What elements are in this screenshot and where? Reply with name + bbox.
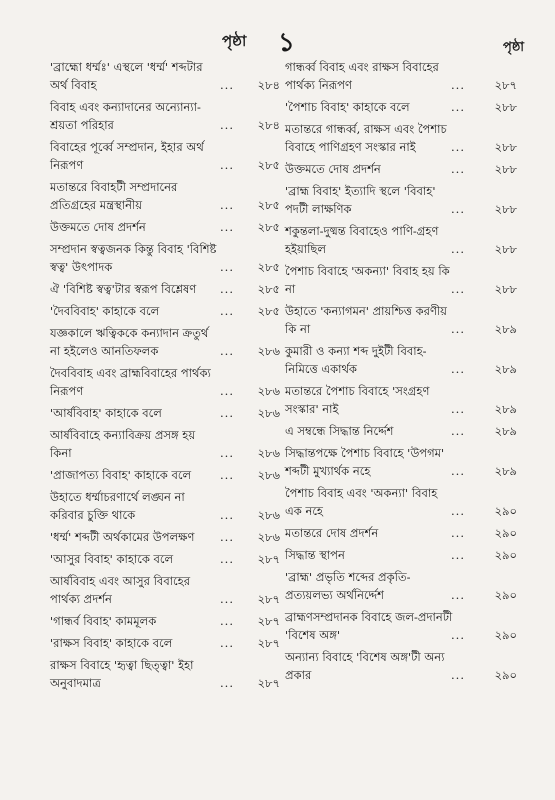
- toc-page-number: ২৮৬: [257, 468, 280, 482]
- toc-entry: [50, 634, 280, 656]
- toc-entry-title: আর্ষবিবাহ এবং আসুর বিবাহের পার্থক্য প্রদর্শন: [50, 574, 191, 606]
- toc-entry-title: উক্তমতে দোষ প্রদর্শন: [285, 162, 381, 176]
- toc-entry: [285, 262, 517, 302]
- toc-entry: [285, 444, 517, 484]
- toc-leader-dots: ...: [451, 322, 465, 336]
- toc-page-number: ২৮৪: [257, 118, 280, 132]
- toc-leader-dots: ...: [451, 668, 465, 682]
- toc-entry-title: কুমারী ও কন্যা শব্দ দুইটী বিবাহ-নিমিত্তে একার্থক: [285, 344, 427, 376]
- toc-page-number: ২৮৬: [257, 446, 280, 460]
- toc-page-number: ২৮৯: [494, 402, 517, 416]
- toc-entry-title: মতান্তরে বিবাহটী সম্প্রদানের প্রতিগ্রহের মন্ত্রস্থানীয়: [50, 180, 178, 212]
- toc-entry: [285, 608, 517, 648]
- toc-page-number: ২৯০: [494, 668, 517, 682]
- toc-page-number: ২৮৭: [257, 636, 280, 650]
- toc-entry-title: পৈশাচ বিবাহ এবং 'অকন্যা' বিবাহ এক নহে: [285, 486, 438, 518]
- toc-leader-dots: ...: [220, 260, 234, 274]
- toc-entry-title: যজ্ঞকালে ঋত্বিককে কন্যাদান ক্রতুর্থ না হইলেও আনতিফলক: [50, 326, 209, 358]
- toc-entry-title: উক্তমতে দোষ প্রদর্শন: [50, 220, 146, 234]
- toc-leader-dots: ...: [220, 304, 234, 318]
- toc-leader-dots: ...: [451, 100, 465, 114]
- toc-entry-title: মতান্তরে দোষ প্রদর্শন: [285, 526, 379, 540]
- toc-page-number: ২৮৪: [257, 78, 280, 92]
- toc-entry-title: এ সম্বন্ধে সিদ্ধান্ত নির্দ্দেশ: [285, 424, 394, 438]
- toc-page-number: ২৯০: [494, 628, 517, 642]
- toc-entry-title: পৈশাচ বিবাহে 'অকন্যা' বিবাহ হয় কি না: [285, 264, 450, 296]
- toc-entry: [50, 572, 280, 612]
- toc-leader-dots: ...: [220, 676, 234, 690]
- toc-entry-title: সিদ্ধান্তপক্ষে পৈশাচ বিবাহে 'উপগম' শব্দটী মুখ্যার্থক নহে: [285, 446, 445, 478]
- toc-entry: [285, 160, 517, 182]
- toc-page-number: ২৮৭: [257, 614, 280, 628]
- toc-entry-title: উহাতে ধর্ম্মাচরণার্থে লঙ্ঘন না করিবার চুক্তি থাকে: [50, 490, 185, 522]
- toc-page-number: ২৯০: [494, 548, 517, 562]
- toc-page-number: ২৮৭: [494, 78, 517, 92]
- toc-entry-title: 'ব্রাহ্মো ধর্ম্মঃ' এস্থলে 'ধর্ম্ম' শব্দটার অর্থ বিবাহ: [50, 60, 203, 92]
- toc-leader-dots: ...: [451, 588, 465, 602]
- toc-entry-title: বিবাহ এবং কন্যাদানের অন্যোন্যা-শ্রয়তা পরিহার: [50, 100, 201, 132]
- toc-entry: [50, 98, 280, 138]
- toc-entry-title: অন্যান্য বিবাহে 'বিশেষ অঙ্গ'টী অন্য প্রকার: [285, 650, 445, 682]
- toc-leader-dots: ...: [451, 504, 465, 518]
- toc-page-number: ২৮৯: [494, 464, 517, 478]
- toc-leader-dots: ...: [220, 530, 234, 544]
- toc-entry: [50, 58, 280, 98]
- toc-page-number: ২৯০: [494, 588, 517, 602]
- page-number: ১: [278, 28, 295, 58]
- toc-entry: [285, 648, 517, 688]
- toc-leader-dots: ...: [220, 384, 234, 398]
- toc-leader-dots: ...: [451, 402, 465, 416]
- toc-leader-dots: ...: [451, 282, 465, 296]
- toc-entry: [285, 546, 517, 568]
- toc-entry: [285, 98, 517, 120]
- toc-entry: [285, 302, 517, 342]
- toc-leader-dots: ...: [220, 282, 234, 296]
- toc-entry-title: 'পৈশাচ বিবাহ' কাহাকে বলে: [285, 100, 410, 114]
- toc-entry-title: 'গান্ধর্ব বিবাহ' কামমূলক: [50, 614, 157, 628]
- toc-leader-dots: ...: [451, 526, 465, 540]
- toc-page-number: ২৮৮: [494, 282, 517, 296]
- toc-page-number: ২৮৫: [257, 220, 280, 234]
- toc-leader-dots: ...: [220, 614, 234, 628]
- toc-leader-dots: ...: [451, 362, 465, 376]
- toc-entry-title: বিবাহের পূর্ব্বে সম্প্রদান, ইহার অর্থ নিরূপণ: [50, 140, 204, 172]
- toc-leader-dots: ...: [220, 446, 234, 460]
- toc-entry-title: ব্রাহ্মণসম্প্রদানক বিবাহে জল-প্রদানটী 'বিশেষ অঙ্গ': [285, 610, 453, 642]
- toc-entry-title: মতান্তরে পৈশাচ বিবাহে 'সংগ্ৰহণ সংস্কার' নাই: [285, 384, 430, 416]
- toc-entry-title: মতান্তরে গান্ধর্ব্ব, রাক্ষস এবং পৈশাচ বিবাহে পাণিগ্রহণ সংস্কার নাই: [285, 122, 447, 154]
- toc-entry-title: 'ব্রাহ্ম বিবাহ' ইত্যাদি স্থলে 'বিবাহ' পদটী লাক্ষণিক: [285, 184, 436, 216]
- toc-entry: [50, 178, 280, 218]
- toc-entry-title: 'আর্ষবিবাহ' কাহাকে বলে: [50, 406, 162, 420]
- toc-page-number: ২৮৫: [257, 260, 280, 274]
- toc-entry: [50, 364, 280, 404]
- toc-entry: [50, 426, 280, 466]
- toc-page-number: ২৮৬: [257, 508, 280, 522]
- toc-leader-dots: ...: [220, 198, 234, 212]
- toc-page-number: ২৮৮: [494, 202, 517, 216]
- toc-page-number: ২৮৯: [494, 362, 517, 376]
- toc-entry-title: আর্ষবিবাহে কন্যাবিক্রয় প্রসঙ্গ হয় কিনা: [50, 428, 196, 460]
- toc-entry: [50, 656, 280, 696]
- toc-entry: [285, 568, 517, 608]
- right-column: [285, 58, 517, 688]
- toc-entry-title: শকুন্তলা-দুষ্মন্ত বিবাহেও পাণি-গ্রহণ হইয়াছিল: [285, 224, 439, 256]
- toc-entry-title: 'ব্রাহ্ম' প্রভৃতি শব্দের প্রকৃতি-প্রত্যয়লভ্য অর্থনির্দ্দেশ: [285, 570, 411, 602]
- toc-leader-dots: ...: [220, 344, 234, 358]
- toc-entry-title: সম্প্রদান স্বত্বজনক কিন্তু বিবাহ 'বিশিষ্ট স্বত্ব' উৎপাদক: [50, 242, 217, 274]
- toc-entry: [50, 280, 280, 302]
- toc-leader-dots: ...: [451, 424, 465, 438]
- toc-leader-dots: ...: [220, 118, 234, 132]
- toc-entry: [50, 404, 280, 426]
- toc-entry-title: দৈববিবাহ এবং ব্রাহ্মবিবাহের পার্থক্য নিরূপণ: [50, 366, 211, 398]
- toc-entry: [285, 422, 517, 444]
- toc-leader-dots: ...: [451, 242, 465, 256]
- toc-page-number: ২৮৬: [257, 530, 280, 544]
- toc-entry: [50, 528, 280, 550]
- toc-page-number: ২৮৮: [494, 140, 517, 154]
- toc-entry: [50, 218, 280, 240]
- toc-page-number: ২৮৫: [257, 282, 280, 296]
- toc-page-number: ২৮৭: [257, 552, 280, 566]
- toc-entry-title: উহাতে 'কন্যাগমন' প্রায়শ্চিত্ত করণীয় কি না: [285, 304, 447, 336]
- toc-entry: [50, 488, 280, 528]
- toc-leader-dots: ...: [220, 592, 234, 606]
- toc-page-number: ২৮৫: [257, 158, 280, 172]
- toc-page-number: ২৮৯: [494, 424, 517, 438]
- toc-leader-dots: ...: [451, 628, 465, 642]
- toc-leader-dots: ...: [451, 464, 465, 478]
- toc-entry-title: 'ধর্ম্ম' শব্দটী অর্থকামের উপলক্ষণ: [50, 530, 195, 544]
- toc-leader-dots: ...: [451, 202, 465, 216]
- toc-entry: [285, 58, 517, 98]
- toc-page-number: ২৮৬: [257, 384, 280, 398]
- toc-page-number: ২৮৭: [257, 676, 280, 690]
- toc-page-number: ২৮৫: [257, 304, 280, 318]
- toc-entry-title: 'রাক্ষস বিবাহ' কাহাকে বলে: [50, 636, 173, 650]
- toc-entry: [285, 120, 517, 160]
- toc-entry-title: 'প্রাজাপত্য বিবাহ' কাহাকে বলে: [50, 468, 192, 482]
- toc-leader-dots: ...: [220, 636, 234, 650]
- toc-page-number: ২৮৬: [257, 344, 280, 358]
- toc-entry: [285, 342, 517, 382]
- toc-leader-dots: ...: [451, 162, 465, 176]
- toc-entry: [285, 182, 517, 222]
- toc-leader-dots: ...: [220, 508, 234, 522]
- toc-entry: [50, 324, 280, 364]
- toc-entry: [50, 550, 280, 572]
- toc-page-number: ২৯০: [494, 504, 517, 518]
- toc-entry-title: 'দৈববিবাহ' কাহাকে বলে: [50, 304, 160, 318]
- toc-entry: [285, 222, 517, 262]
- toc-entry: [50, 138, 280, 178]
- toc-leader-dots: ...: [451, 140, 465, 154]
- toc-page-number: ২৯০: [494, 526, 517, 540]
- toc-entry-title: সিদ্ধান্ত স্থাপন: [285, 548, 345, 562]
- toc-entry: [50, 612, 280, 634]
- toc-entry: [50, 302, 280, 324]
- toc-page-number: ২৮৬: [257, 406, 280, 420]
- page-label-right: পৃষ্ঠা: [503, 40, 525, 55]
- toc-leader-dots: ...: [451, 78, 465, 92]
- toc-entry: [285, 484, 517, 524]
- toc-page-number: ২৮৮: [494, 162, 517, 176]
- toc-entry: [285, 524, 517, 546]
- toc-leader-dots: ...: [220, 158, 234, 172]
- toc-leader-dots: ...: [220, 220, 234, 234]
- toc-entry: [285, 382, 517, 422]
- toc-leader-dots: ...: [451, 548, 465, 562]
- toc-entry-title: রাক্ষস বিবাহে 'হৃত্বা ছিত্ত্বা' ইহা অনুবাদমাত্র: [50, 658, 194, 690]
- toc-page-number: ২৮৫: [257, 198, 280, 212]
- toc-entry-title: 'আসুর বিবাহ' কাহাকে বলে: [50, 552, 174, 566]
- toc-page-number: ২৮৯: [494, 322, 517, 336]
- toc-page-number: ২৮৮: [494, 100, 517, 114]
- toc-page-number: ২৮৭: [257, 592, 280, 606]
- toc-leader-dots: ...: [220, 468, 234, 482]
- page-label-left: পৃষ্ঠা: [222, 32, 247, 50]
- toc-entry-title: গান্ধর্ব্ব বিবাহ এবং রাক্ষস বিবাহের পার্থক্য নিরূপণ: [285, 60, 439, 92]
- toc-page-number: ২৮৮: [494, 242, 517, 256]
- toc-leader-dots: ...: [220, 406, 234, 420]
- toc-leader-dots: ...: [220, 78, 234, 92]
- toc-leader-dots: ...: [220, 552, 234, 566]
- toc-entry: [50, 466, 280, 488]
- toc-entry: [50, 240, 280, 280]
- toc-entry-title: ঐ 'বিশিষ্ট স্বত্ব'টার স্বরূপ বিশ্লেষণ: [50, 282, 197, 296]
- left-column: [50, 58, 280, 696]
